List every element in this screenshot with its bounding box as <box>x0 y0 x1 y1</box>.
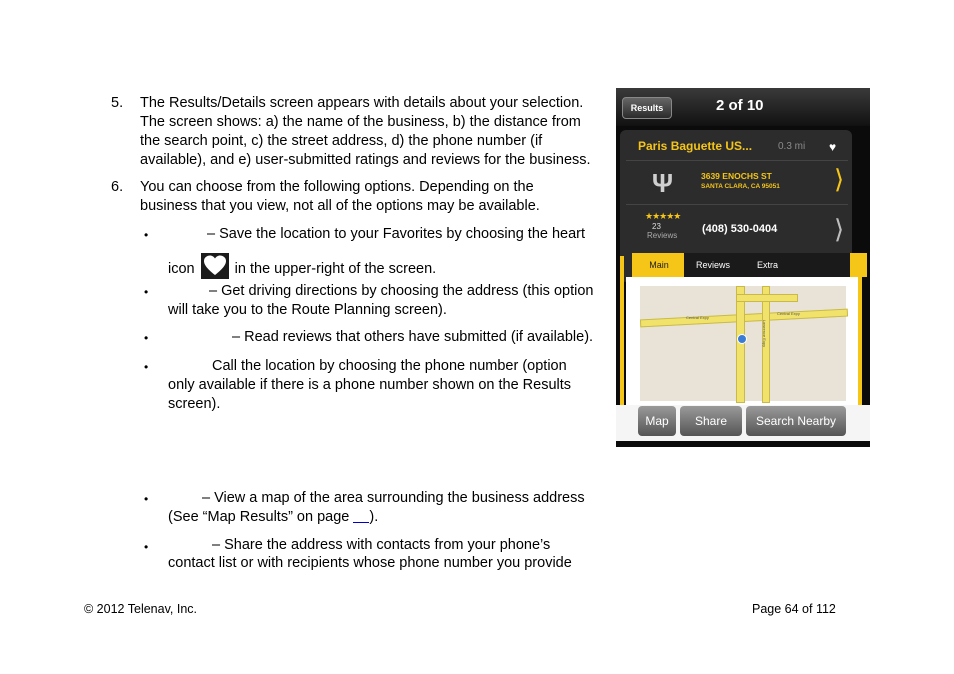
step-5-text <box>140 94 610 170</box>
step-5-line: the search point, c) the street address, d) the phone number (if <box>140 133 543 149</box>
save-option-line1: – Save the location to your Favorites by choosing the heart <box>207 226 586 242</box>
road <box>736 286 745 403</box>
phone-screenshot <box>616 88 870 447</box>
heart-icon <box>201 253 229 279</box>
drive-option-line1: – Get driving directions by choosing the address (this option <box>209 283 594 299</box>
step-6-line: You can choose from the following options. Depending on the <box>140 179 534 195</box>
footer-copyright: © 2012 Telenav, Inc. <box>84 602 197 616</box>
map-option-line1: – View a map of the area surrounding the business address <box>202 490 585 506</box>
drive-option-line2: will take you to the Route Planning screen). <box>168 302 447 318</box>
share-option-line2: contact list or with recipients whose phone number you provide <box>168 555 572 571</box>
call-option-line3: screen). <box>168 396 221 412</box>
step-5-line: available), and e) user-submitted ratings and reviews for the business. <box>140 152 591 168</box>
rating-stars: ★★★★★ <box>645 211 681 221</box>
review-count: 23 <box>652 222 661 231</box>
bullet: • <box>144 360 149 374</box>
address-street[interactable]: 3639 ENOCHS ST <box>701 171 772 181</box>
bullet: • <box>144 228 149 242</box>
distance: 0.3 mi <box>778 141 806 152</box>
call-option-line2: only available if there is a phone number shown on the Results <box>168 377 572 393</box>
favorite-heart-icon[interactable]: ♥ <box>829 140 837 154</box>
divider <box>626 160 848 161</box>
bullet: • <box>144 285 149 299</box>
address-city[interactable]: SANTA CLARA, CA 95051 <box>701 183 780 190</box>
results-back-button[interactable]: Results <box>622 97 672 119</box>
search-nearby-button[interactable]: Search Nearby <box>746 406 846 436</box>
step-6-text <box>140 178 610 216</box>
road-label: Central Expy <box>777 311 800 316</box>
call-option-line1: Call the location by choosing the phone number (option <box>212 358 567 374</box>
bullet: • <box>144 492 149 506</box>
step-6-line: business that you view, not all of the options may be available. <box>140 198 540 214</box>
map-button[interactable]: Map <box>638 406 676 436</box>
share-option-line1: – Share the address with contacts from your phone’s <box>212 537 551 553</box>
chevron-right-icon[interactable]: ⟩ <box>834 214 845 244</box>
save-option-line2 <box>168 253 436 279</box>
fork-knife-icon: Ψ <box>652 168 674 198</box>
save-option-line2-text: in the upper-right of the screen. <box>234 261 437 277</box>
tab-reviews[interactable]: Reviews <box>696 260 731 270</box>
step-5-line: The screen shows: a) the name of the business, b) the distance from <box>140 114 581 130</box>
road-label: Central Expy <box>686 315 709 320</box>
phone-number[interactable]: (408) 530-0404 <box>702 223 778 235</box>
chevron-right-icon[interactable]: ⟩ <box>834 164 845 194</box>
save-option-icon-label: icon <box>168 261 195 277</box>
page-link[interactable] <box>353 508 369 523</box>
map-option-line2 <box>168 508 378 527</box>
location-pin-icon[interactable] <box>737 334 747 344</box>
footer-page-number: Page 64 of 112 <box>752 602 836 616</box>
result-counter: 2 of 10 <box>716 97 764 114</box>
map-option-ref-text: (See “Map Results” on page <box>168 509 350 525</box>
business-name: Paris Baguette US... <box>638 139 753 153</box>
step-number: 5. <box>111 95 124 111</box>
divider <box>626 204 848 205</box>
tab-main[interactable]: Main <box>634 253 684 277</box>
road <box>736 294 798 302</box>
reviews-option-line1: – Read reviews that others have submitted (if available). <box>232 329 594 345</box>
tab-extra[interactable]: Extra <box>757 260 779 270</box>
road-label: Lawrence Expy <box>762 319 768 348</box>
step-5-line: The Results/Details screen appears with details about your selection. <box>140 95 584 111</box>
review-label: Reviews <box>647 231 678 240</box>
bullet: • <box>144 331 149 345</box>
bullet: • <box>144 540 149 554</box>
share-button[interactable]: Share <box>680 406 742 436</box>
step-number: 6. <box>111 179 124 195</box>
map-option-ref-close: ). <box>369 509 379 525</box>
